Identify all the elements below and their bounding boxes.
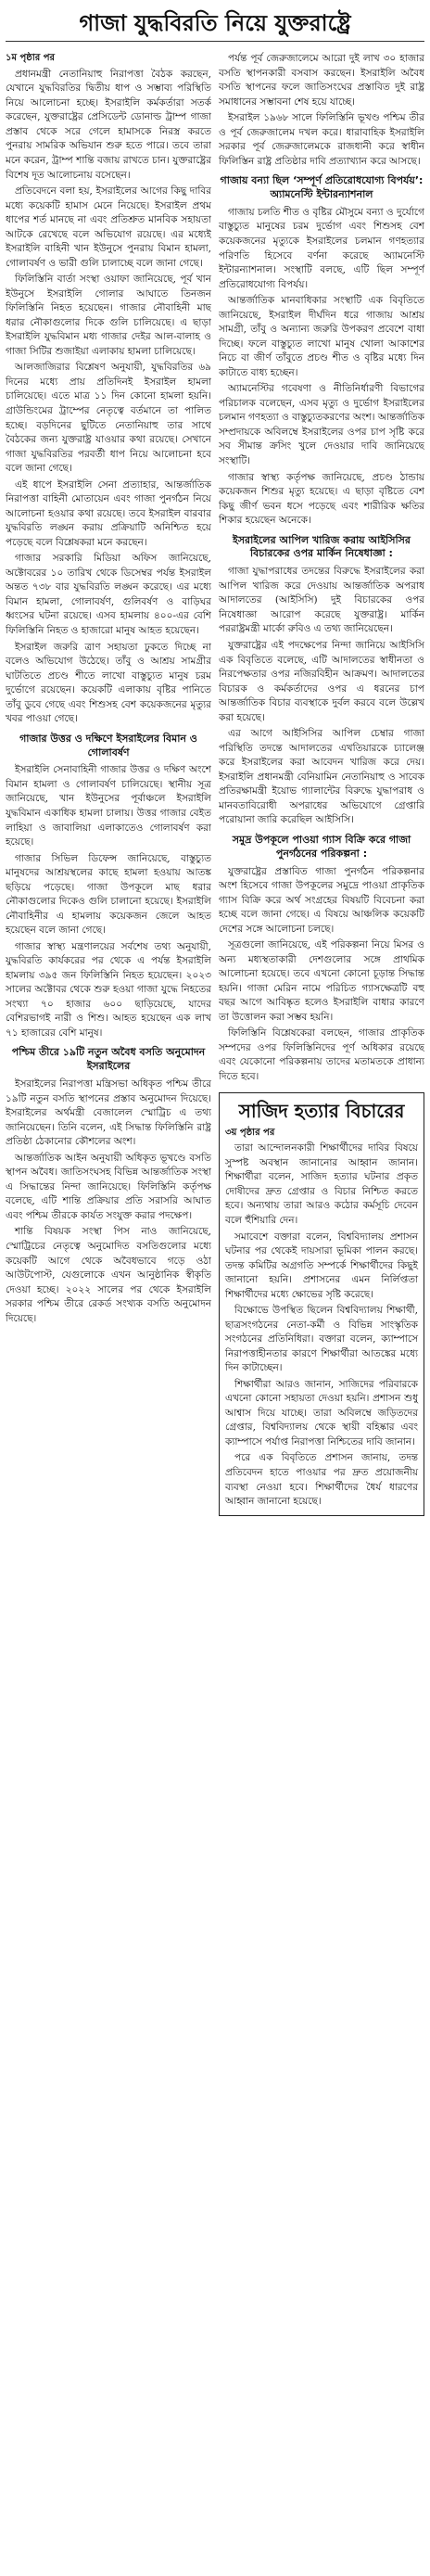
paragraph: যুক্তরাষ্ট্রের প্রস্তাবিত গাজা পুনর্গঠন পরিকল্পনার অংশ হিসেবে গাজা উপকূলের সমুদ্রে পাওয়া প্রাকৃতিক গ্যাস বিক্রি করে অর্থ সংগ্রহের বিষয়টি বিবেচনা করা হচ্ছে বলে জানা গেছে। এ বিষয়ে আঞ্চলিক কয়েকটি দেশের সঙ্গে আলোচনা চলছে। [219, 865, 424, 935]
paragraph: বিক্ষোভে উপস্থিত ছিলেন বিশ্ববিদ্যালয় শিক্ষার্থী, ছাত্রসংগঠনের নেতা-কর্মী ও বিভিন্ন সাংস্কৃতিক সংগঠনের প্রতিনিধিরা। বক্তারা বলেন, ক্যাম্পাসে নিরাপত্তাহীনতার কারণে শিক্ষার্থীরা আতঙ্কের মধ্যে দিন কাটাচ্ছেন। [225, 1305, 418, 1374]
section-subhead: গাজায় বন্যা ছিল ‘সম্পূর্ণ প্রতিরোধযোগ্য বিপর্যয়’: অ্যামনেস্টি ইন্টারন্যাশনাল [220, 174, 424, 201]
paragraph: পর্যন্ত পূর্ব জেরুজালেমে আরো দুই লাখ ৩০ হাজার বসতি স্থাপনকারী বসবাস করছেন। ইসরাইলি অবৈধ বসতি স্থাপনের ফলে জাতিসংঘের প্রস্তাবিত দুই রাষ্ট্র সমাধানের সম্ভাবনা শেষ হয়ে যাচ্ছে। [219, 53, 424, 108]
paragraph: শিক্ষার্থীরা আরও জানান, সাজিদের পরিবারকে এখনো কোনো সহায়তা দেওয়া হয়নি। প্রশাসন শুধু আশ্বাস দিয়ে যাচ্ছে। তারা অবিলম্বে জড়িতদের গ্রেপ্তার, বিশ্ববিদ্যালয় থেকে স্থায়ী বহিষ্কার এবং ক্যাম্পাসে পর্যাপ্ত নিরাপত্তা নিশ্চিতের দাবি জানান। [225, 1378, 418, 1447]
paragraph: গাজার স্বাস্থ্য মন্ত্রণালয়ের সর্বশেষ তথ্য অনুযায়ী, যুদ্ধবিরতি কার্যকরের পর থেকে এ পর্যন্ত ইসরাইলি হামলায় ৩৯৫ জন ফিলিস্তিনি নিহত হয়েছেন। ২০২৩ সালের অক্টোবর থেকে শুরু হওয়া গাজা যুদ্ধে নিহতের সংখ্যা ৭০ হাজার ৬০০ ছাড়িয়েছে, যাদের বেশিরভাগই নারী ও শিশু। আহত হয়েছেন এক লাখ ৭১ হাজারের বেশি মানুষ। [6, 940, 211, 1039]
paragraph: ইসরাইলি সেনাবাহিনী গাজার উত্তর ও দক্ষিণ অংশে বিমান হামলা ও গোলাবর্ষণ চালিয়েছে। স্থানীয় সূত্র জানিয়েছে, খান ইউনুসের পূর্বাঞ্চলে ইসরাইলি যুদ্ধবিমান একাধিক হামলা চালায়। উত্তর গাজার বেইত লাহিয়া ও জাবালিয়া এলাকাতেও গোলাবর্ষণ করা হয়েছে। [6, 764, 211, 848]
paragraph: শান্তি বিষয়ক সংস্থা পিস নাও জানিয়েছে, স্মোট্রিচের নেতৃত্বে অনুমোদিত বসতিগুলোর মধ্যে কয়েকটি আগে থেকে অবৈধভাবে গড়ে ওঠা আউটপোস্ট, যেগুলোকে এখন আনুষ্ঠানিক স্বীকৃতি দেওয়া হচ্ছে। ২০২২ সালের পর থেকে ইসরাইলি সরকার পশ্চিম তীরে রেকর্ড সংখ্যক বসতি অনুমোদন দিয়েছে। [6, 1226, 211, 1324]
newspaper-page [0, 6, 430, 2576]
paragraph: এই ধাপে ইসরাইলি সেনা প্রত্যাহার, আন্তর্জাতিক নিরাপত্তা বাহিনী মোতায়েন এবং গাজা পুনর্গঠন নিয়ে আলোচনা হওয়ার কথা রয়েছে। তবে ইসরাইল বারবার যুদ্ধবিরতি লঙ্ঘন করায় প্রক্রিয়াটি অনিশ্চিত হয়ে পড়েছে বলে বিশ্লেষকরা মনে করছেন। [6, 478, 211, 548]
right-column [219, 52, 424, 2570]
paragraph: যুক্তরাষ্ট্রের এই পদক্ষেপের নিন্দা জানিয়ে আইসিসি এক বিবৃতিতে বলেছে, এটি আদালতের স্বাধীনতা ও নিরপেক্ষতার ওপর নজিরবিহীন আক্রমণ। আদালতের বিচারক ও কর্মকর্তাদের ওপর এ ধরনের চাপ আন্তর্জাতিক বিচার ব্যবস্থাকে দুর্বল করবে বলে উল্লেখ করা হয়েছে। [219, 639, 424, 723]
paragraph: সূত্রগুলো জানিয়েছে, এই পরিকল্পনা নিয়ে মিসর ও অন্য মধ্যস্থতাকারী দেশগুলোর সঙ্গে প্রাথমিক আলোচনা হয়েছে। তবে এখনো কোনো চূড়ান্ত সিদ্ধান্ত হয়নি। গাজা মেরিন নামে পরিচিত গ্যাসক্ষেত্রটি বহু বছর আগে আবিষ্কৃত হলেও ইসরাইলি বাধার কারণে তা উত্তোলন করা সম্ভব হয়নি। [219, 939, 424, 1023]
continued-marker: ১ম পৃষ্ঠার পর [6, 53, 55, 63]
paragraph: তারা আন্দোলনকারী শিক্ষার্থীদের দাবির বিষয়ে সুস্পষ্ট অবস্থান জানানোর আহ্বান জানান। শিক্ষার্থীরা বলেন, সাজিদ হত্যার ঘটনার প্রকৃত দোষীদের দ্রুত গ্রেপ্তার ও বিচার নিশ্চিত করতে হবে। অন্যথায় তারা আরও কঠোর কর্মসূচি দেবেন বলে হুঁশিয়ারি দেন। [225, 1142, 418, 1226]
paragraph: অ্যামনেস্টির গবেষণা ও নীতিনির্ধারণী বিভাগের পরিচালক বলেছেন, এসব মৃত্যু ও দুর্ভোগ ইসরাইলের চলমান গণহত্যা ও বাস্তুচ্যুতকরণের অংশ। আন্তর্জাতিক সম্প্রদায়কে অবিলম্বে ইসরাইলের ওপর চাপ সৃষ্টি করে সব সীমান্ত ক্রসিং খুলে দেওয়ার দাবি জানিয়েছে সংস্থাটি। [219, 383, 424, 466]
paragraph: পরে এক বিবৃতিতে প্রশাসন জানায়, তদন্ত প্রতিবেদন হাতে পাওয়ার পর দ্রুত প্রয়োজনীয় ব্যবস্থা নেওয়া হবে। শিক্ষার্থীদের ধৈর্য ধারণের আহ্বান জানানো হয়েছে। [225, 1452, 418, 1508]
box-headline: সাজিদ হত্যার বিচারের [238, 1099, 405, 1122]
paragraph: প্রতিবেদনে বলা হয়, ইসরাইলের আগের কিছু দাবির মধ্যে কয়েকটি হামাস মেনে নিয়েছে। ইসরাইল প্রথম ধাপের শর্ত মানছে না এবং প্রতিশ্রুত মানবিক সহায়তা আটকে রেখেছে বলে অভিযোগ রয়েছে। এর মধ্যেই ইসরাইলি বাহিনী খান ইউনুসে পুনরায় বিমান হামলা, গোলাবর্ষণ ও ভারী গুলি চালাচ্ছে বলে জানা গেছে। [6, 185, 211, 269]
paragraph: ইসরাইল জরুরি ত্রাণ সহায়তা ঢুকতে দিচ্ছে না বলেও অভিযোগ উঠেছে। তাঁবু ও আশ্রয় সামগ্রীর ঘাটতিতে প্রচণ্ড শীতে লাখো বাস্তুচ্যুত মানুষ চরম দুর্ভোগে রয়েছেন। কয়েকটি এলাকায় বৃষ্টির পানিতে তাঁবু ডুবে গেছে এবং শিশুসহ বেশ কয়েকজনের মৃত্যুর খবর পাওয়া গেছে। [6, 641, 211, 725]
page-headline: গাজা যুদ্ধবিরতি নিয়ে যুক্তরাষ্ট্রে [6, 6, 424, 42]
paragraph: প্রধানমন্ত্রী নেতানিয়াহু নিরাপত্তা বৈঠক করছেন, যেখানে যুদ্ধবিরতির দ্বিতীয় ধাপ ও সম্ভাব্য পরিস্থিতি নিয়ে আলোচনা হচ্ছে। ইসরাইলি কর্মকর্তারা সতর্ক করেছেন, যুক্তরাষ্ট্রের প্রেসিডেন্ট ডোনাল্ড ট্রাম্প গাজা প্রস্তাব থেকে সরে গেলে হামাসকে নিরস্ত্র করতে পুনরায় সামরিক অভিযান শুরু হতে পারে। তবে তারা মনে করেন, ট্রাম্প শান্তি বজায় রাখতে চান। যুক্তরাষ্ট্রের বিশেষ দূত আলোচনায় বসেছেন। [6, 68, 211, 181]
paragraph: ইসরাইলের নিরাপত্তা মন্ত্রিসভা অধিকৃত পশ্চিম তীরে ১৯টি নতুন বসতি স্থাপনের প্রস্তাব অনুমোদন দিয়েছে। ইসরাইলের অর্থমন্ত্রী বেজালেল স্মোট্রিচ এ তথ্য জানিয়েছেন। তিনি বলেন, এই সিদ্ধান্ত ফিলিস্তিনি রাষ্ট্র প্রতিষ্ঠা ঠেকানোর কৌশলের অংশ। [6, 1078, 211, 1148]
sajid-article-box [219, 1092, 424, 1516]
paragraph: এর আগে আইসিসির আপিল চেম্বার গাজা পরিস্থিতি তদন্তে আদালতের এখতিয়ারকে চ্যালেঞ্জ করে ইসরাইলের করা আবেদন খারিজ করে দেয়। ইসরাইলি প্রধানমন্ত্রী বেনিয়ামিন নেতানিয়াহু ও সাবেক প্রতিরক্ষামন্ত্রী ইয়োভ গ্যালান্টের বিরুদ্ধে যুদ্ধাপরাধ ও মানবতাবিরোধী অপরাধের অভিযোগে গ্রেপ্তারি পরোয়ানা জারি করেছিল আইসিসি। [219, 728, 424, 826]
continued-marker: ৩য় পৃষ্ঠার পর [225, 1127, 275, 1138]
paragraph: সমাবেশে বক্তারা বলেন, বিশ্ববিদ্যালয় প্রশাসন ঘটনার পর থেকেই দায়সারা ভূমিকা পালন করছে। তদন্ত কমিটির অগ্রগতি সম্পর্কে শিক্ষার্থীদের কিছুই জানানো হয়নি। প্রশাসনের এমন নির্লিপ্ততা শিক্ষার্থীদের মধ্যে ক্ষোভের সৃষ্টি করেছে। [225, 1231, 418, 1300]
section-subhead: সমুদ্র উপকূলে পাওয়া গ্যাস বিক্রি করে গাজা পুনর্গঠনের পরিকল্পনা : [232, 833, 411, 860]
paragraph: গাজা যুদ্ধাপরাধের তদন্তের বিরুদ্ধে ইসরাইলের করা আপিল খারিজ করে দেওয়ায় আন্তর্জাতিক অপরাধ আদালতের (আইসিসি) দুই বিচারকের ওপর নিষেধাজ্ঞা আরোপ করেছে যুক্তরাষ্ট্র। মার্কিন পররাষ্ট্রমন্ত্রী মার্কো রুবিও এ তথ্য জানিয়েছেন। [219, 566, 424, 635]
article-columns [6, 52, 424, 2570]
paragraph: গাজার সিভিল ডিফেন্স জানিয়েছে, বাস্তুচ্যুত মানুষদের আশ্রয়স্থলের কাছে হামলা হওয়ায় আতঙ্ক ছড়িয়ে পড়েছে। গাজা উপকূলে মাছ ধরার নৌকাগুলোর দিকেও গুলি চালানো হয়েছে। ইসরাইলি নৌবাহিনীর এ হামলায় কয়েকজন জেলে আহত হয়েছেন বলে জানা গেছে। [6, 852, 211, 937]
paragraph: গাজার স্বাস্থ্য কর্তৃপক্ষ জানিয়েছে, প্রচণ্ড ঠান্ডায় কয়েকজন শিশুর মৃত্যু হয়েছে। এ ছাড়া বৃষ্টিতে বেশ কিছু জীর্ণ ভবন ধসে পড়েছে এবং শারীরিক ক্ষতির শিকার হয়েছেন অনেকে। [219, 471, 424, 527]
paragraph: আন্তর্জাতিক আইন অনুযায়ী অধিকৃত ভূখণ্ডে বসতি স্থাপন অবৈধ। জাতিসংঘসহ বিভিন্ন আন্তর্জাতিক সংস্থা এ সিদ্ধান্তের নিন্দা জানিয়েছে। ফিলিস্তিনি কর্তৃপক্ষ বলেছে, এটি শান্তি প্রক্রিয়ার প্রতি সরাসরি আঘাত এবং পশ্চিম তীরকে কার্যত সংযুক্ত করার পদক্ষেপ। [6, 1152, 211, 1221]
paragraph: ফিলিস্তিনি বার্তা সংস্থা ওয়াফা জানিয়েছে, পূর্ব খান ইউনুসে ইসরাইলি গোলার আঘাতে তিনজন ফিলিস্তিনি নিহত হয়েছেন। গাজার নৌবাহিনী মাছ ধরার নৌকাগুলোর দিকে গুলি চালিয়েছে। এ ছাড়া ইসরাইলি যুদ্ধবিমান মধ্য গাজার দেইর আল-বালাহ ও গাজা সিটির শুজাইয়া এলাকায় হামলা চালিয়েছে। [6, 274, 211, 357]
section-subhead: গাজার উত্তর ও দক্ষিণে ইসরাইলের বিমান ও গোলাবর্ষণ [19, 732, 197, 759]
left-column [6, 52, 211, 2570]
inline-section-head: ইসরাইলের আপিল খারিজ করায় আইসিসির বিচারকের ওপর মার্কিন নিষেধাজ্ঞা : [233, 533, 411, 560]
paragraph: গাজায় চলতি শীত ও বৃষ্টির মৌসুমে বন্যা ও দুর্যোগে বাস্তুচ্যুত মানুষের চরম দুর্ভোগ এবং শিশুসহ বেশ কয়েকজনের মৃত্যুকে ইসরাইলের চলমান গণহত্যার পরিণতি হিসেবে বর্ণনা করেছে অ্যামনেস্টি ইন্টারন্যাশনাল। সংস্থাটি বলছে, এটি ছিল সম্পূর্ণ প্রতিরোধযোগ্য বিপর্যয়। [219, 206, 424, 290]
paragraph: ইসরাইল ১৯৬৮ সালে ফিলিস্তিনি ভূখণ্ড পশ্চিম তীর ও পূর্ব জেরুজালেম দখল করে। ধারাবাহিক ইসরাইলি সরকার পূর্ব জেরুজালেমকে রাজধানী করে স্বাধীন ফিলিস্তিন রাষ্ট্র প্রতিষ্ঠার দাবি প্রত্যাখ্যান করে আসছে। [219, 112, 424, 167]
section-subhead: পশ্চিম তীরে ১৯টি নতুন অবৈধ বসতি অনুমোদন ইসরাইলের [11, 1046, 206, 1073]
paragraph: গাজার সরকারি মিডিয়া অফিস জানিয়েছে, অক্টোবরের ১০ তারিখ থেকে ডিসেম্বর পর্যন্ত ইসরাইল অন্তত ৭৩৮ বার যুদ্ধবিরতি লঙ্ঘন করেছে। এর মধ্যে বিমান হামলা, গোলাবর্ষণ, গুলিবর্ষণ ও বাড়িঘর ধ্বংসের ঘটনা রয়েছে। এসব হামলায় ৪০০-এর বেশি ফিলিস্তিনি নিহত ও হাজারো মানুষ আহত হয়েছেন। [6, 553, 211, 636]
paragraph: ফিলিস্তিনি বিশ্লেষকেরা বলছেন, গাজার প্রাকৃতিক সম্পদের ওপর ফিলিস্তিনিদের পূর্ণ অধিকার রয়েছে এবং যেকোনো পরিকল্পনায় তাদের মতামতকে প্রাধান্য দিতে হবে। [219, 1027, 424, 1082]
paragraph: আন্তর্জাতিক মানবাধিকার সংস্থাটি এক বিবৃতিতে জানিয়েছে, ইসরাইল দীর্ঘদিন ধরে গাজায় আশ্রয় সামগ্রী, তাঁবু ও অন্যান্য জরুরি উপকরণ প্রবেশে বাধা দিচ্ছে। ফলে বাস্তুচ্যুত লাখো মানুষ খোলা আকাশের নিচে বা জীর্ণ তাঁবুতে প্রচণ্ড শীত ও বৃষ্টির মধ্যে দিন কাটাতে বাধ্য হচ্ছেন। [219, 295, 424, 378]
paragraph: আলজাজিরার বিশ্লেষণ অনুযায়ী, যুদ্ধবিরতির ৬৯ দিনের মধ্যে প্রায় প্রতিদিনই ইসরাইল হামলা চালিয়েছে। এতে মাত্র ১১ দিন কোনো হামলা হয়নি। গ্রাউন্ডিংমের ট্রাম্পের নেতৃত্বে বর্তমানে তা পালিত হচ্ছে। বড়দিনের ছুটিতে নেতানিয়াহু তার সাথে বৈঠকের জন্য যুক্তরাষ্ট্র যাওয়ার কথা রয়েছে। সেখানে গাজা যুদ্ধবিরতির পরবর্তী ধাপ নিয়ে আলোচনা হবে বলে জানা গেছে। [6, 362, 211, 475]
